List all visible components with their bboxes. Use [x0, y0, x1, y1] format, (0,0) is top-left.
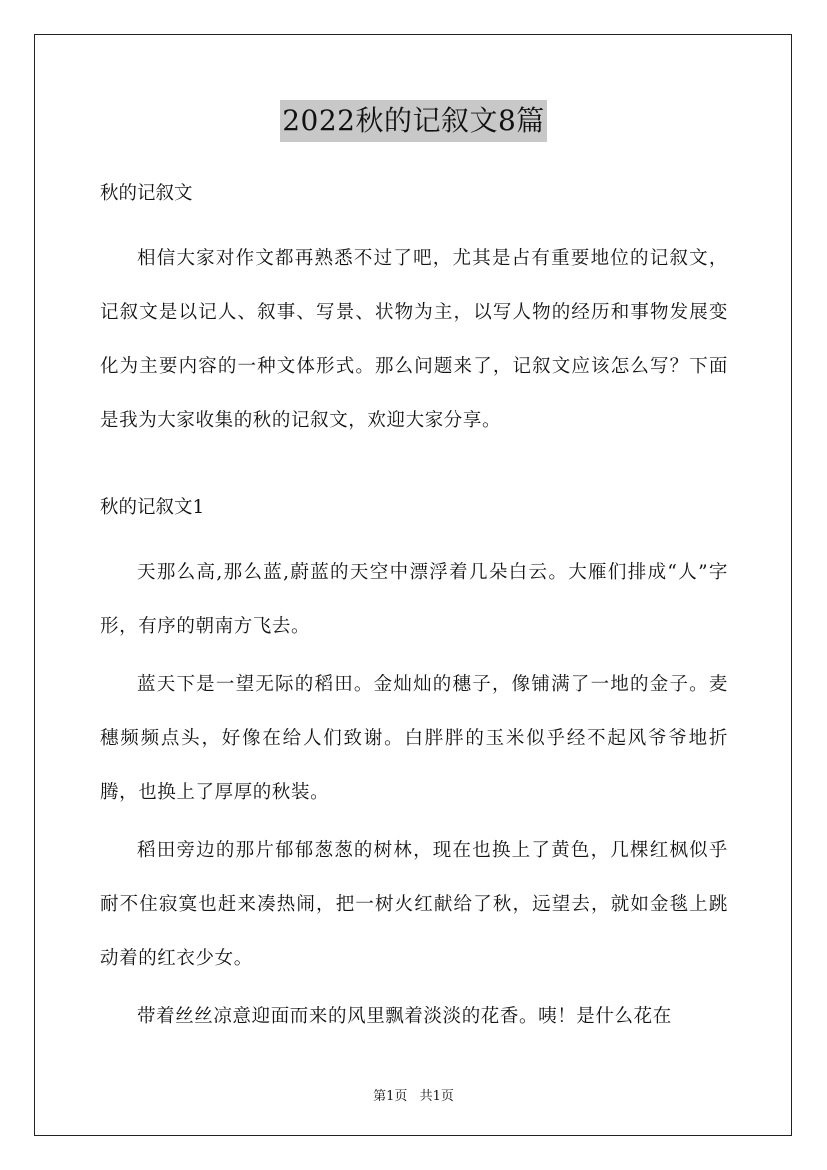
- section1-heading: 秋的记叙文1: [100, 497, 205, 518]
- intro-heading: 秋的记叙文: [100, 183, 193, 204]
- page-number: 第1页: [373, 1089, 408, 1104]
- page-footer: [0, 1085, 827, 1104]
- document-body: [100, 178, 728, 1044]
- document-title-wrapper: [0, 100, 827, 142]
- section1-paragraph-1: 天那么高,那么蓝,蔚蓝的天空中漂浮着几朵白云。大雁们排成“人”字形，有序的朝南方飞去。: [100, 562, 728, 637]
- intro-paragraph: 相信大家对作文都再熟悉不过了吧，尤其是占有重要地位的记叙文，记叙文是以记人、叙事、写景、状物为主，以写人物的经历和事物发展变化为主要内容的一种文体形式。那么问题来了，记叙文应该怎么写？下面是我为大家收集的秋的记叙文，欢迎大家分享。: [100, 248, 728, 431]
- document-title: 2022秋的记叙文8篇: [280, 100, 547, 142]
- section1-paragraph-4: 带着丝丝凉意迎面而来的风里飘着淡淡的花香。咦！是什么花在: [137, 1006, 672, 1027]
- page-total: 共1页: [419, 1089, 454, 1104]
- section1-paragraph-2: 蓝天下是一望无际的稻田。金灿灿的穗子，像铺满了一地的金子。麦穗频频点头，好像在给人们致谢。白胖胖的玉米似乎经不起风爷爷地折腾，也换上了厚厚的秋装。: [100, 674, 728, 803]
- section1-paragraph-3: 稻田旁边的那片郁郁葱葱的树林，现在也换上了黄色，几棵红枫似乎耐不住寂寞也赶来凑热闹，把一树火红献给了秋，远望去，就如金毯上跳动着的红衣少女。: [100, 840, 728, 969]
